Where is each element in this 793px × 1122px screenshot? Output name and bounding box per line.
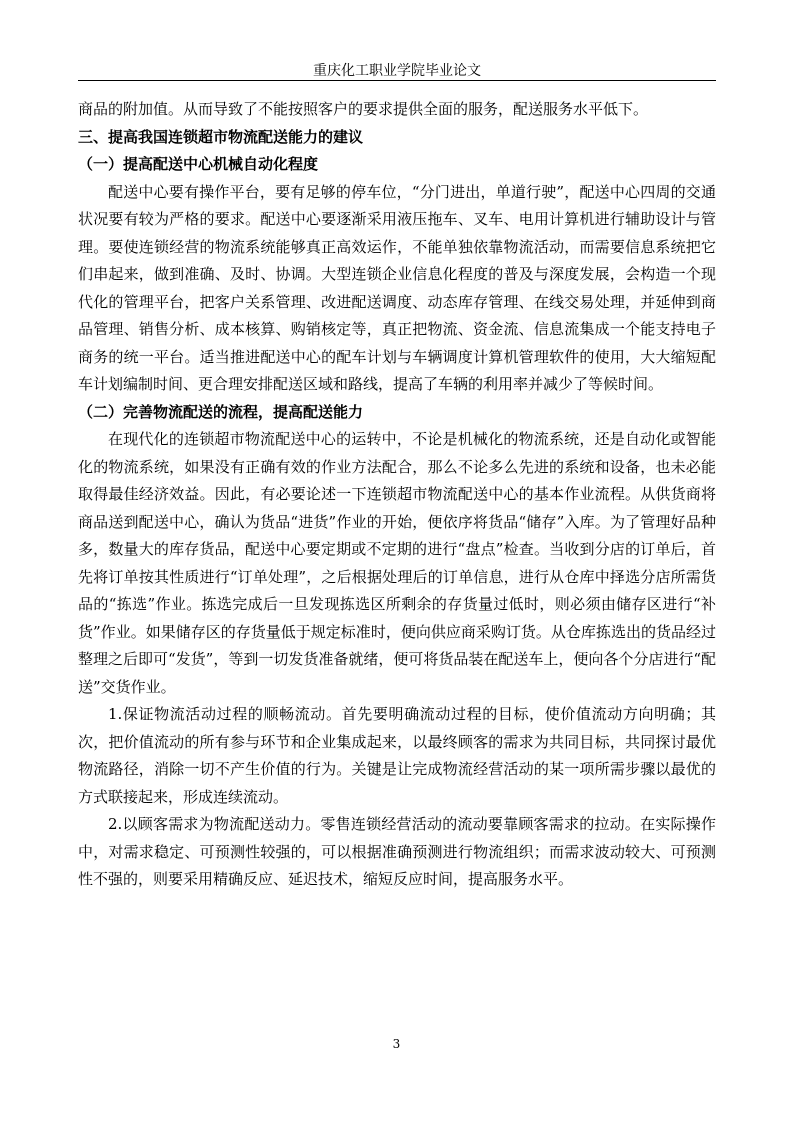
header-divider bbox=[78, 80, 716, 81]
paragraph-automation: 配送中心要有操作平台，要有足够的停车位，“分门进出，单道行驶”，配送中心四周的交通状况要有较为严格的要求。配送中心要逐渐采用液压拖车、叉车、电用计算机进行辅助设计与管理。要使连锁经营的物流系统能够真正高效运作，不能单独依靠物流活动，而需要信息系统把它们串起来，做到准确、及时、协调。大型连锁企业信息化程度的普及与深度发展，会构造一个现代化的管理平台，把客户关系管理、改进配送调度、动态库存管理、在线交易处理，并延伸到商品管理、销售分析、成本核算、购销核定等，真正把物流、资金流、信息流集成一个能支持电子商务的统一平台。适当推进配送中心的配车计划与车辆调度计算机管理软件的使用，大大缩短配车计划编制时间、更合理安排配送区域和路线，提高了车辆的利用率并减少了等候时间。 bbox=[78, 182, 716, 393]
subsection-heading-2: （二）完善物流配送的流程，提高配送能力 bbox=[78, 402, 364, 421]
subsection-heading-1: （一）提高配送中心机械自动化程度 bbox=[78, 155, 319, 173]
page-header-title: 重庆化工职业学院毕业论文 bbox=[313, 63, 481, 79]
section-heading: 三、提高我国连锁超市物流配送能力的建议 bbox=[78, 127, 364, 146]
document-body bbox=[78, 96, 716, 894]
paragraph-workflow: 在现代化的连锁超市物流配送中心的运转中，不论是机械化的物流系统，还是自动化或智能化的物流系统，如果没有正确有效的作业方法配合，那么不论多么先进的系统和设备，也未必能取得最佳经济效益。因此，有必要论述一下连锁超市物流配送中心的基本作业流程。从供货商将商品送到配送中心，确认为货品“进货”作业的开始，便依序将货品“储存”入库。为了管理好品种多，数量大的库存货品，配送中心要定期或不定期的进行“盘点”检查。当收到分店的订单后，首先将订单按其性质进行“订单处理”，之后根据处理后的订单信息，进行从仓库中择选分店所需货品的“拣选”作业。拣选完成后一旦发现拣选区所剩余的存货量过低时，则必须由储存区进行“补货”作业。如果储存区的存货量低于规定标准时，便向供应商采购订货。从仓库拣选出的货品经过整理之后即可“发货”，等到一切发货准备就绪，便可将货品装在配送车上，便向各个分店进行“配送”交货作业。 bbox=[78, 430, 717, 696]
paragraph-continuation: 商品的附加值。从而导致了不能按照客户的要求提供全面的服务，配送服务水平低下。 bbox=[78, 100, 649, 118]
page-number: 3 bbox=[392, 1037, 401, 1051]
paragraph-point-1: 1.保证物流活动过程的顺畅流动。首先要明确流动过程的目标，使价值流动方向明确；其次，把价值流动的所有参与环节和企业集成起来，以最终顾客的需求为共同目标，共同探讨最优物流路径，消除一切不产生价值的行为。关键是让完成物流经营活动的某一项所需步骤以最优的方式联接起来，形成连续流动。 bbox=[78, 705, 716, 806]
paragraph-point-2: 2.以顾客需求为物流配送动力。零售连锁经营活动的流动要靠顾客需求的拉动。在实际操作中，对需求稳定、可预测性较强的，可以根据准确预测进行物流组织；而需求波动较大、可预测性不强的，则要采用精确反应、延迟技术，缩短反应时间，提高服务水平。 bbox=[78, 815, 716, 888]
